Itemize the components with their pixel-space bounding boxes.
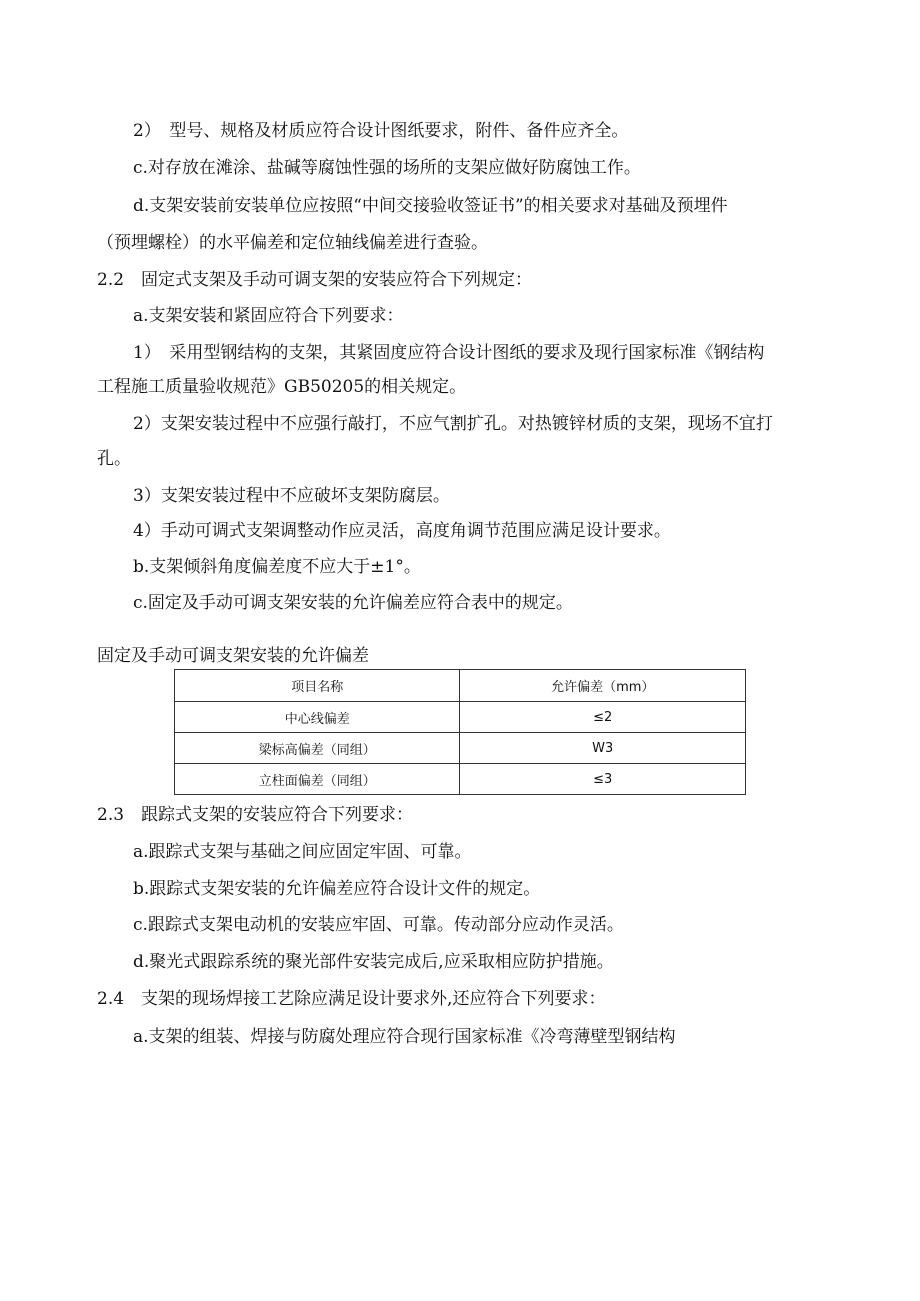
text-line: a.支架安装和紧固应符合下列要求： <box>133 306 404 326</box>
text-line: d.支架安装前安装单位应按照“中间交接验收签证书”的相关要求对基础及预埋件 <box>133 196 728 216</box>
text-line: 4）手动可调式支架调整动作应灵活，高度角调节范围应满足设计要求。 <box>133 521 671 541</box>
text-line: 工程施工质量验收规范》GB50205的相关规定。 <box>97 377 467 397</box>
text-line: 2） 型号、规格及材质应符合设计图纸要求，附件、备件应齐全。 <box>133 121 629 141</box>
text-line: 2）支架安装过程中不应强行敲打，不应气割扩孔。对热镀锌材质的支架，现场不宜打 <box>133 414 773 434</box>
table-cell: 中心线偏差 <box>175 702 460 733</box>
table-cell: 立柱面偏差（同组） <box>175 764 460 795</box>
text-line: c.对存放在滩涂、盐碱等腐蚀性强的场所的支架应做好防腐蚀工作。 <box>133 158 641 178</box>
text-line: b.支架倾斜角度偏差度不应大于±1°。 <box>133 557 421 577</box>
text-line: d.聚光式跟踪系统的聚光部件安装完成后,应采取相应防护措施。 <box>133 952 614 972</box>
table-cell: ≤3 <box>460 764 746 795</box>
text-line: b.跟踪式支架安装的允许偏差应符合设计文件的规定。 <box>133 879 541 899</box>
text-line: a.支架的组装、焊接与防腐处理应符合现行国家标准《冷弯薄壁型钢结构 <box>133 1027 676 1047</box>
table-caption: 固定及手动可调支架安装的允许偏差 <box>97 646 369 666</box>
text-line: 孔。 <box>97 449 131 469</box>
text-line: a.跟踪式支架与基础之间应固定牢固、可靠。 <box>133 842 472 862</box>
table-cell: ≤2 <box>460 702 746 733</box>
column-header: 项目名称 <box>175 670 460 702</box>
text-line: 3）支架安装过程中不应破坏支架防腐层。 <box>133 486 450 506</box>
table-row <box>175 702 746 733</box>
text-line: c.跟踪式支架电动机的安装应牢固、可靠。传动部分应动作灵活。 <box>133 915 624 935</box>
table-header-row <box>175 670 746 702</box>
column-header: 允许偏差（mm） <box>460 670 746 702</box>
table-row <box>175 733 746 764</box>
section-heading: 2.4 支架的现场焊接工艺除应满足设计要求外,还应符合下列要求： <box>97 989 606 1009</box>
text-line: 1） 采用型钢结构的支架，其紧固度应符合设计图纸的要求及现行国家标准《钢结构 <box>133 343 765 363</box>
table-cell: 梁标高偏差（同组） <box>175 733 460 764</box>
text-line: c.固定及手动可调支架安装的允许偏差应符合表中的规定。 <box>133 593 573 613</box>
section-heading: 2.3 跟踪式支架的安装应符合下列要求： <box>97 805 414 825</box>
text-line: （预埋螺栓）的水平偏差和定位轴线偏差进行查验。 <box>97 233 488 253</box>
section-heading: 2.2 固定式支架及手动可调支架的安装应符合下列规定： <box>97 270 533 290</box>
table-cell: W3 <box>460 733 746 764</box>
table-row <box>175 764 746 795</box>
tolerance-table <box>174 669 746 795</box>
